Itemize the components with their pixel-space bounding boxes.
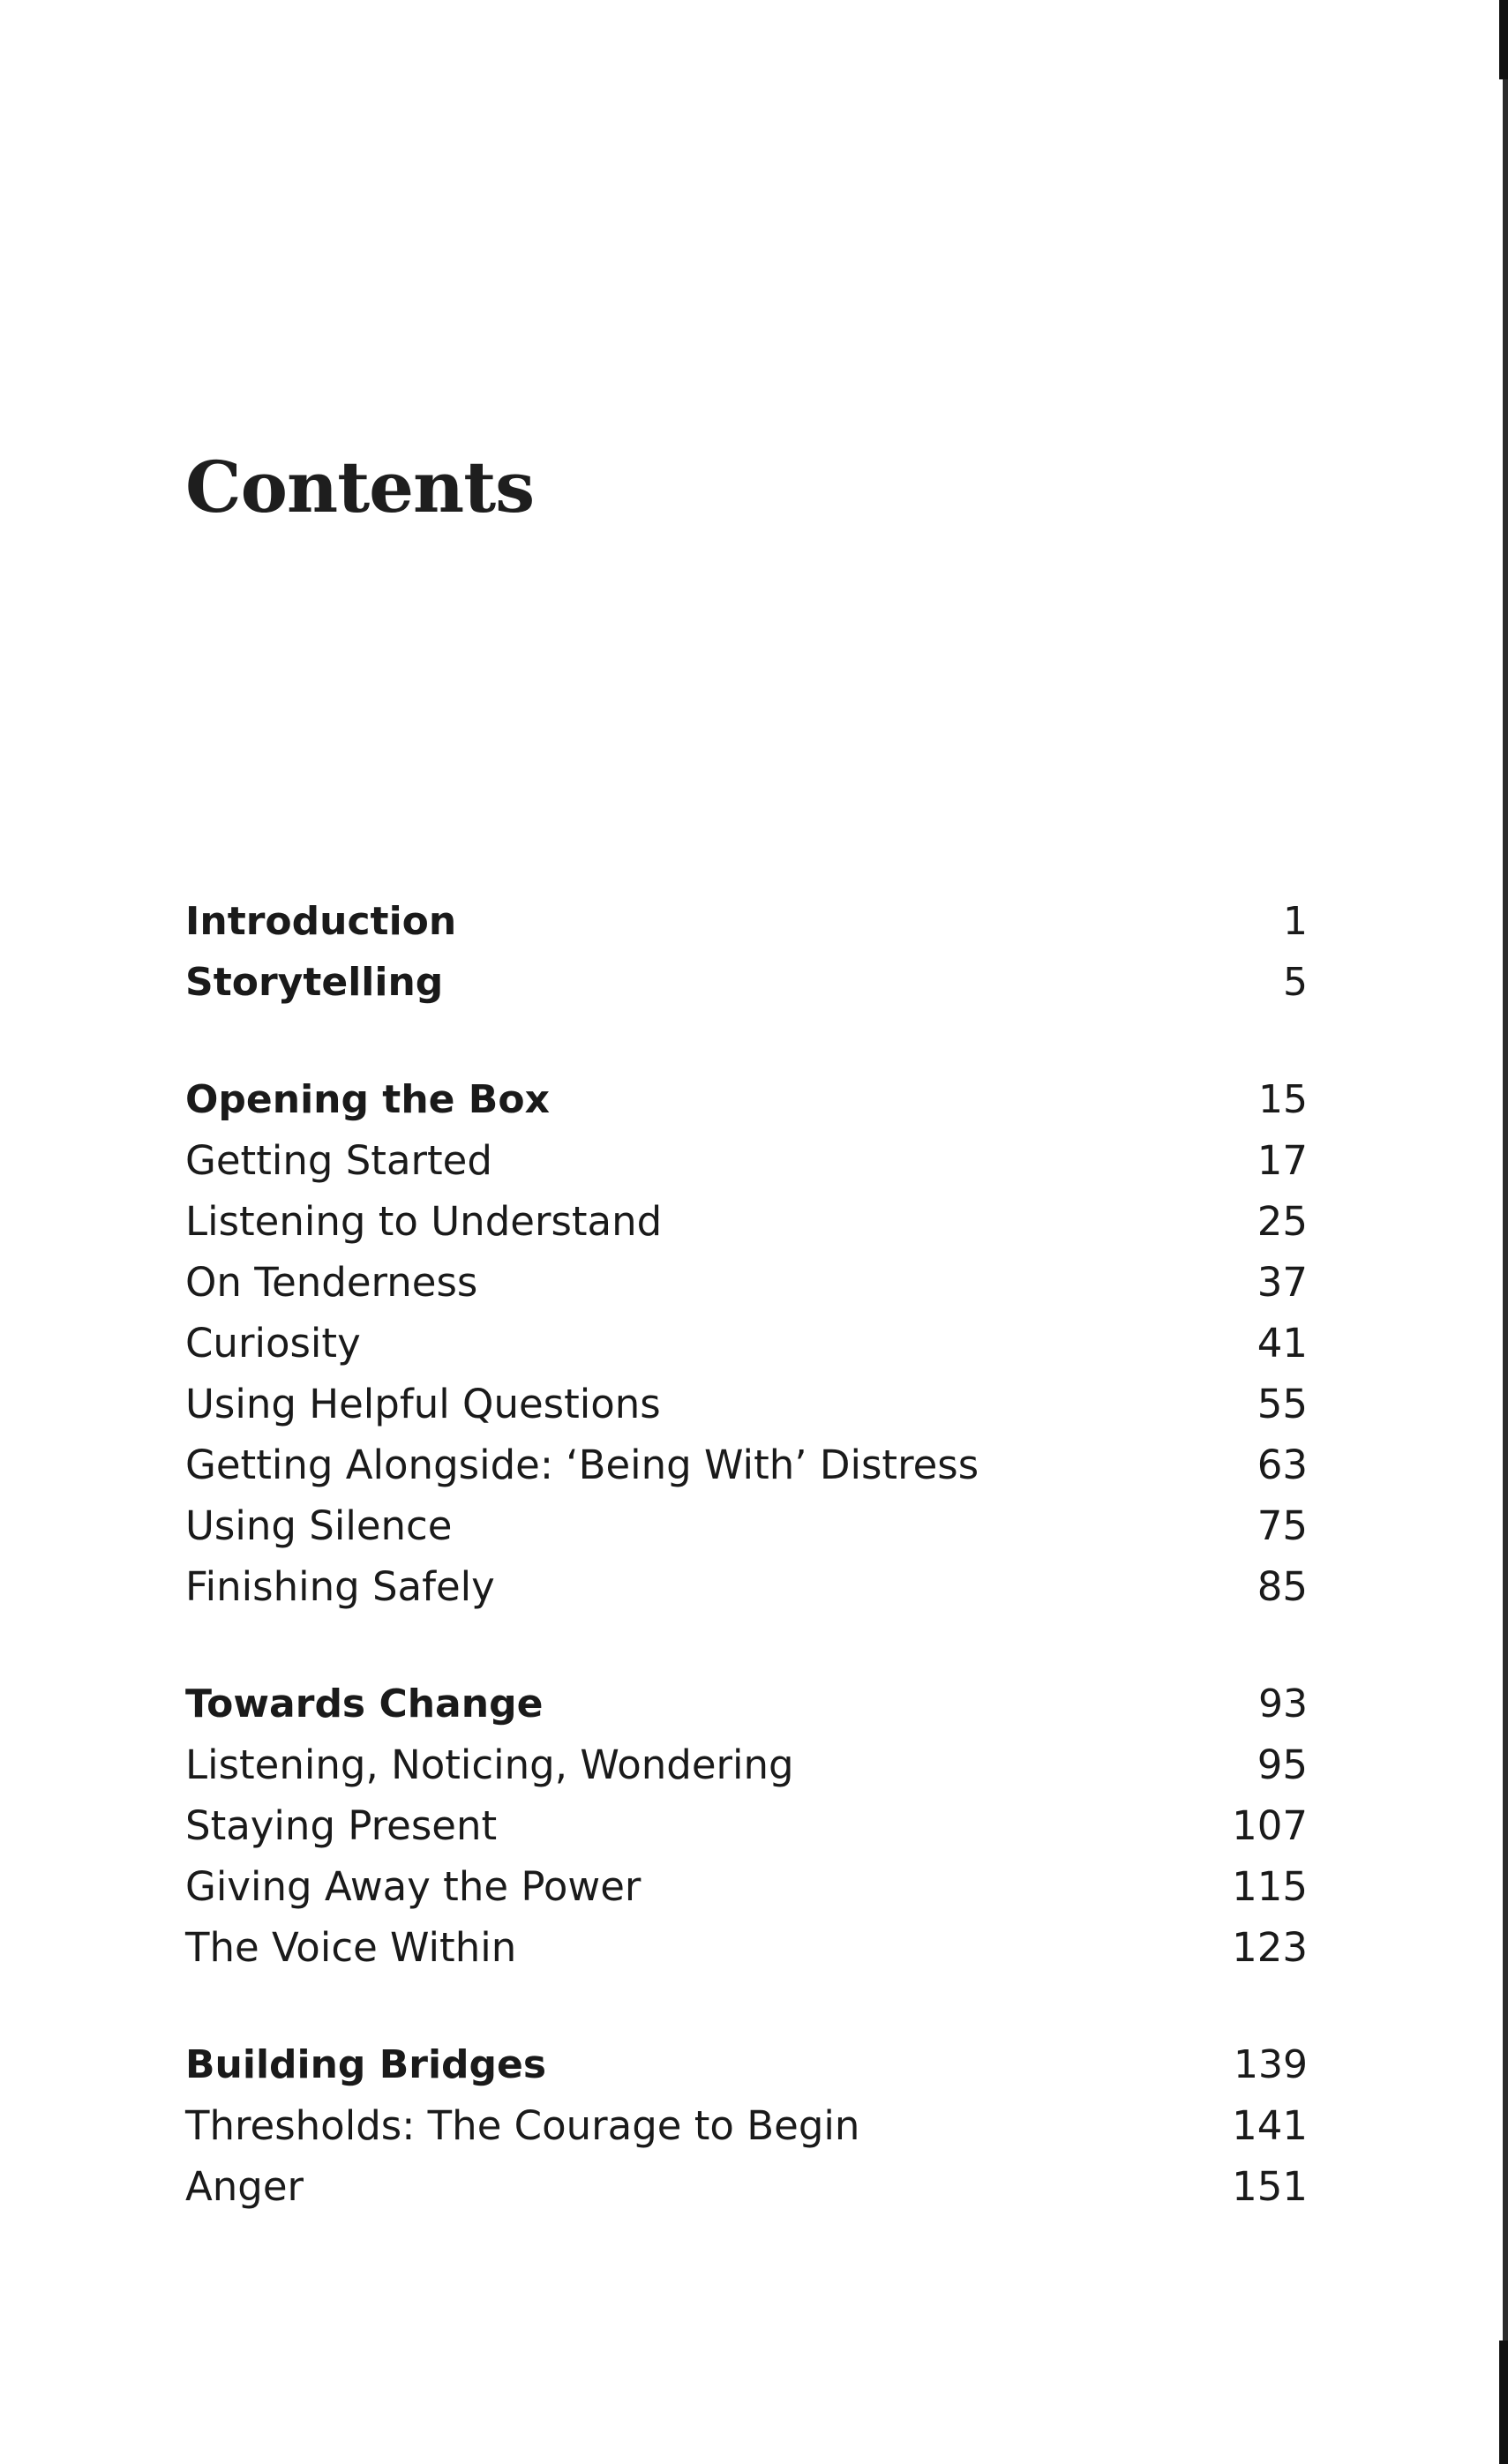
toc-entry-title: Using Silence	[185, 1502, 453, 1549]
page-edge-shadow	[1503, 0, 1508, 2464]
toc-entry	[185, 1191, 1308, 1252]
toc-page-number: 25	[1257, 1198, 1308, 1245]
toc-section-heading	[185, 952, 1308, 1013]
toc-entry-title: Building Bridges	[185, 2042, 547, 2087]
toc-section-heading	[185, 891, 1308, 952]
toc-page-number: 85	[1257, 1563, 1308, 1610]
toc-page-number: 75	[1257, 1502, 1308, 1549]
toc-page-number: 15	[1258, 1077, 1308, 1122]
page-edge-top-mark	[1499, 0, 1508, 79]
toc-page-number: 41	[1257, 1320, 1308, 1367]
toc-entry	[185, 1313, 1308, 1374]
toc-page-number: 139	[1234, 2042, 1308, 2087]
toc-entry-title: Staying Present	[185, 1802, 498, 1849]
toc-entry	[185, 1495, 1308, 1556]
toc-entry	[185, 2095, 1308, 2156]
toc-section-heading	[185, 1674, 1308, 1734]
toc-section-heading	[185, 2034, 1308, 2095]
toc-page-number: 95	[1257, 1741, 1308, 1788]
toc-entry-title: Opening the Box	[185, 1077, 550, 1122]
toc-page-number: 37	[1257, 1259, 1308, 1306]
toc-entry-title: The Voice Within	[185, 1924, 517, 1971]
toc-entry-title: Using Helpful Questions	[185, 1381, 661, 1427]
toc-entry-title: Listening to Understand	[185, 1198, 663, 1245]
page-edge-bottom-mark	[1499, 2340, 1508, 2464]
toc-entry	[185, 1856, 1308, 1917]
table-of-contents	[185, 891, 1308, 2217]
toc-entry-title: Anger	[185, 2163, 304, 2210]
toc-entry	[185, 1917, 1308, 1978]
toc-page-number: 115	[1232, 1863, 1308, 1910]
page-title: Contents	[185, 446, 535, 528]
toc-entry-title: Storytelling	[185, 960, 444, 1005]
toc-page-number: 151	[1232, 2163, 1308, 2210]
toc-entry	[185, 1130, 1308, 1191]
toc-entry-title: Thresholds: The Courage to Begin	[185, 2102, 860, 2149]
toc-entry	[185, 1434, 1308, 1495]
toc-section-heading	[185, 1069, 1308, 1130]
toc-page-number: 93	[1258, 1681, 1308, 1726]
toc-page-number: 5	[1283, 960, 1308, 1005]
toc-entry	[185, 1556, 1308, 1617]
toc-entry	[185, 2156, 1308, 2217]
toc-entry	[185, 1795, 1308, 1856]
toc-entry-title: Introduction	[185, 899, 457, 944]
toc-entry-title: Curiosity	[185, 1320, 361, 1367]
toc-entry-title: Getting Alongside: ‘Being With’ Distress	[185, 1442, 979, 1488]
toc-page-number: 141	[1232, 2102, 1308, 2149]
toc-page-number: 63	[1257, 1442, 1308, 1488]
toc-entry	[185, 1374, 1308, 1434]
toc-page-number: 123	[1232, 1924, 1308, 1971]
toc-page-number: 55	[1257, 1381, 1308, 1427]
toc-entry-title: Getting Started	[185, 1137, 492, 1184]
toc-entry-title: Listening, Noticing, Wondering	[185, 1741, 794, 1788]
toc-entry	[185, 1734, 1308, 1795]
toc-page-number: 1	[1283, 899, 1308, 944]
toc-entry-title: Finishing Safely	[185, 1563, 495, 1610]
toc-entry-title: On Tenderness	[185, 1259, 478, 1306]
toc-page-number: 17	[1257, 1137, 1308, 1184]
toc-entry-title: Towards Change	[185, 1681, 544, 1726]
toc-page-number: 107	[1232, 1802, 1308, 1849]
toc-entry-title: Giving Away the Power	[185, 1863, 641, 1910]
toc-entry	[185, 1252, 1308, 1313]
